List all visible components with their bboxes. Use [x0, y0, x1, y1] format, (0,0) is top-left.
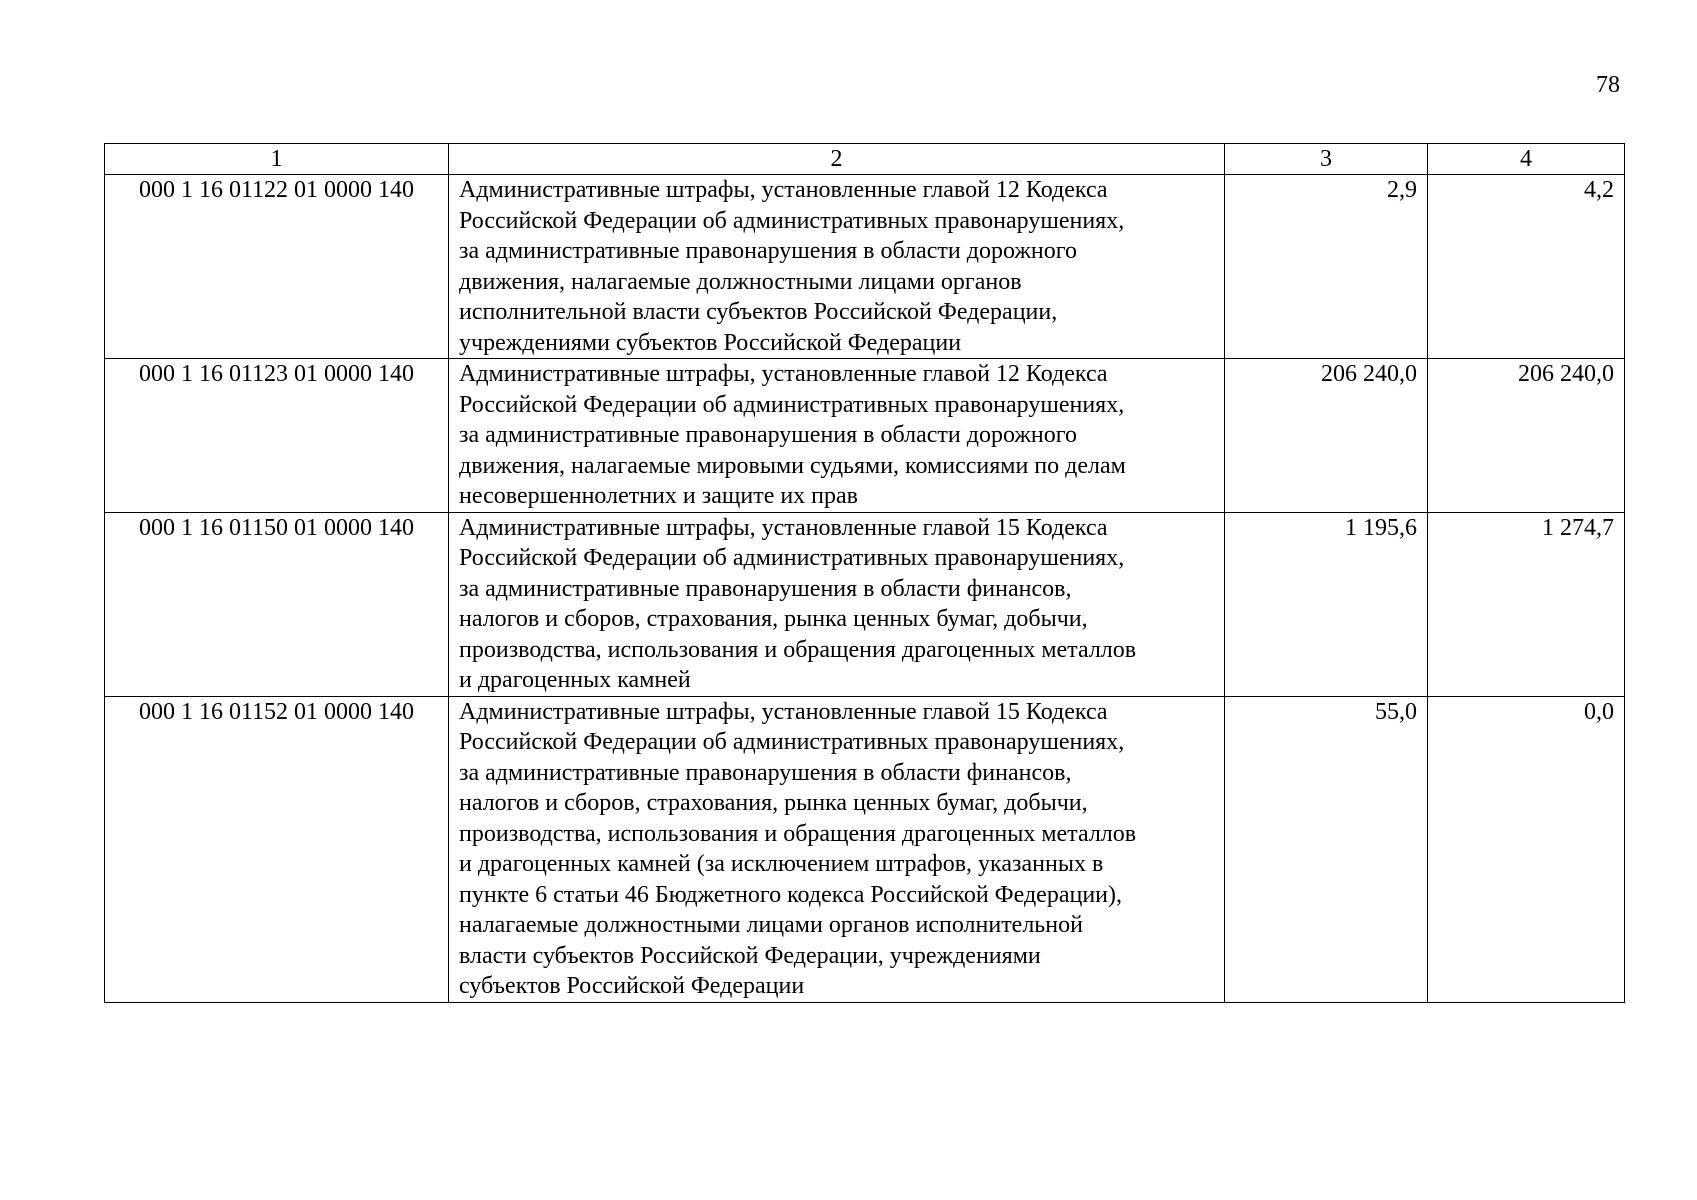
budget-code-cell: 000 1 16 01123 01 0000 140: [105, 359, 449, 513]
page-number: 78: [1596, 72, 1620, 98]
column-header-1: 1: [105, 144, 449, 175]
description-line: субъектов Российской Федерации: [459, 973, 805, 999]
description-cell: [449, 359, 1225, 513]
budget-code-cell: 000 1 16 01150 01 0000 140: [105, 512, 449, 696]
description-line: производства, использования и обращения драгоценных металлов: [459, 636, 1137, 663]
description-line: несовершеннолетних и защите их прав: [459, 483, 859, 509]
table-row: [105, 359, 1625, 513]
description-line: пункте 6 статьи 46 Бюджетного кодекса Российской Федерации),: [459, 881, 1122, 908]
description-cell: [449, 175, 1225, 359]
description-line: Российской Федерации об административных правонарушениях,: [459, 545, 1125, 571]
value-cell-col4: 4,2: [1428, 175, 1625, 359]
description-line: Российской Федерации об административных правонарушениях,: [459, 207, 1125, 234]
budget-table: [104, 143, 1625, 1003]
description-line: исполнительной власти субъектов Российской Федерации,: [459, 299, 1058, 325]
description-line: налогов и сборов, страхования, рынка ценных бумаг, добычи,: [459, 790, 1088, 816]
description-line: за административные правонарушения в области дорожного: [459, 238, 1078, 264]
description-line: власти субъектов Российской Федерации, учреждениями: [459, 942, 1041, 969]
value-cell-col3: 206 240,0: [1225, 359, 1428, 513]
description-line: Административные штрафы, установленные главой 12 Кодекса: [459, 177, 1108, 203]
value-cell-col3: 2,9: [1225, 175, 1428, 359]
description-line: движения, налагаемые мировыми судьями, комиссиями по делам: [459, 452, 1126, 479]
description-line: и драгоценных камней: [459, 667, 691, 693]
value-cell-col4: 206 240,0: [1428, 359, 1625, 513]
description-line: Российской Федерации об административных правонарушениях,: [459, 391, 1125, 418]
description-line: и драгоценных камней (за исключением штрафов, указанных в: [459, 851, 1104, 877]
table-body: [105, 175, 1625, 1003]
value-cell-col3: 55,0: [1225, 696, 1428, 1002]
column-header-2: 2: [449, 144, 1225, 175]
value-cell-col3: 1 195,6: [1225, 512, 1428, 696]
description-line: налагаемые должностными лицами органов исполнительной: [459, 912, 1083, 938]
column-header-4: 4: [1428, 144, 1625, 175]
description-line: учреждениями субъектов Российской Федерации: [459, 329, 962, 356]
description-line: Административные штрафы, установленные главой 15 Кодекса: [459, 698, 1108, 725]
value-cell-col4: 0,0: [1428, 696, 1625, 1002]
table-row: [105, 512, 1625, 696]
description-line: за административные правонарушения в области финансов,: [459, 759, 1072, 786]
description-line: за административные правонарушения в области финансов,: [459, 575, 1072, 602]
column-header-3: 3: [1225, 144, 1428, 175]
header-row: [105, 144, 1625, 175]
description-line: движения, налагаемые должностными лицами органов: [459, 268, 1022, 295]
table-row: [105, 696, 1625, 1002]
description-cell: [449, 512, 1225, 696]
value-cell-col4: 1 274,7: [1428, 512, 1625, 696]
budget-code-cell: 000 1 16 01152 01 0000 140: [105, 696, 449, 1002]
description-line: Административные штрафы, установленные главой 12 Кодекса: [459, 361, 1108, 387]
budget-code-cell: 000 1 16 01122 01 0000 140: [105, 175, 449, 359]
description-line: производства, использования и обращения драгоценных металлов: [459, 820, 1137, 847]
table-row: [105, 175, 1625, 359]
description-cell: [449, 696, 1225, 1002]
description-line: налогов и сборов, страхования, рынка ценных бумаг, добычи,: [459, 606, 1088, 632]
description-line: Административные штрафы, установленные главой 15 Кодекса: [459, 514, 1108, 541]
description-line: Российской Федерации об административных правонарушениях,: [459, 729, 1125, 755]
description-line: за административные правонарушения в области дорожного: [459, 422, 1078, 448]
